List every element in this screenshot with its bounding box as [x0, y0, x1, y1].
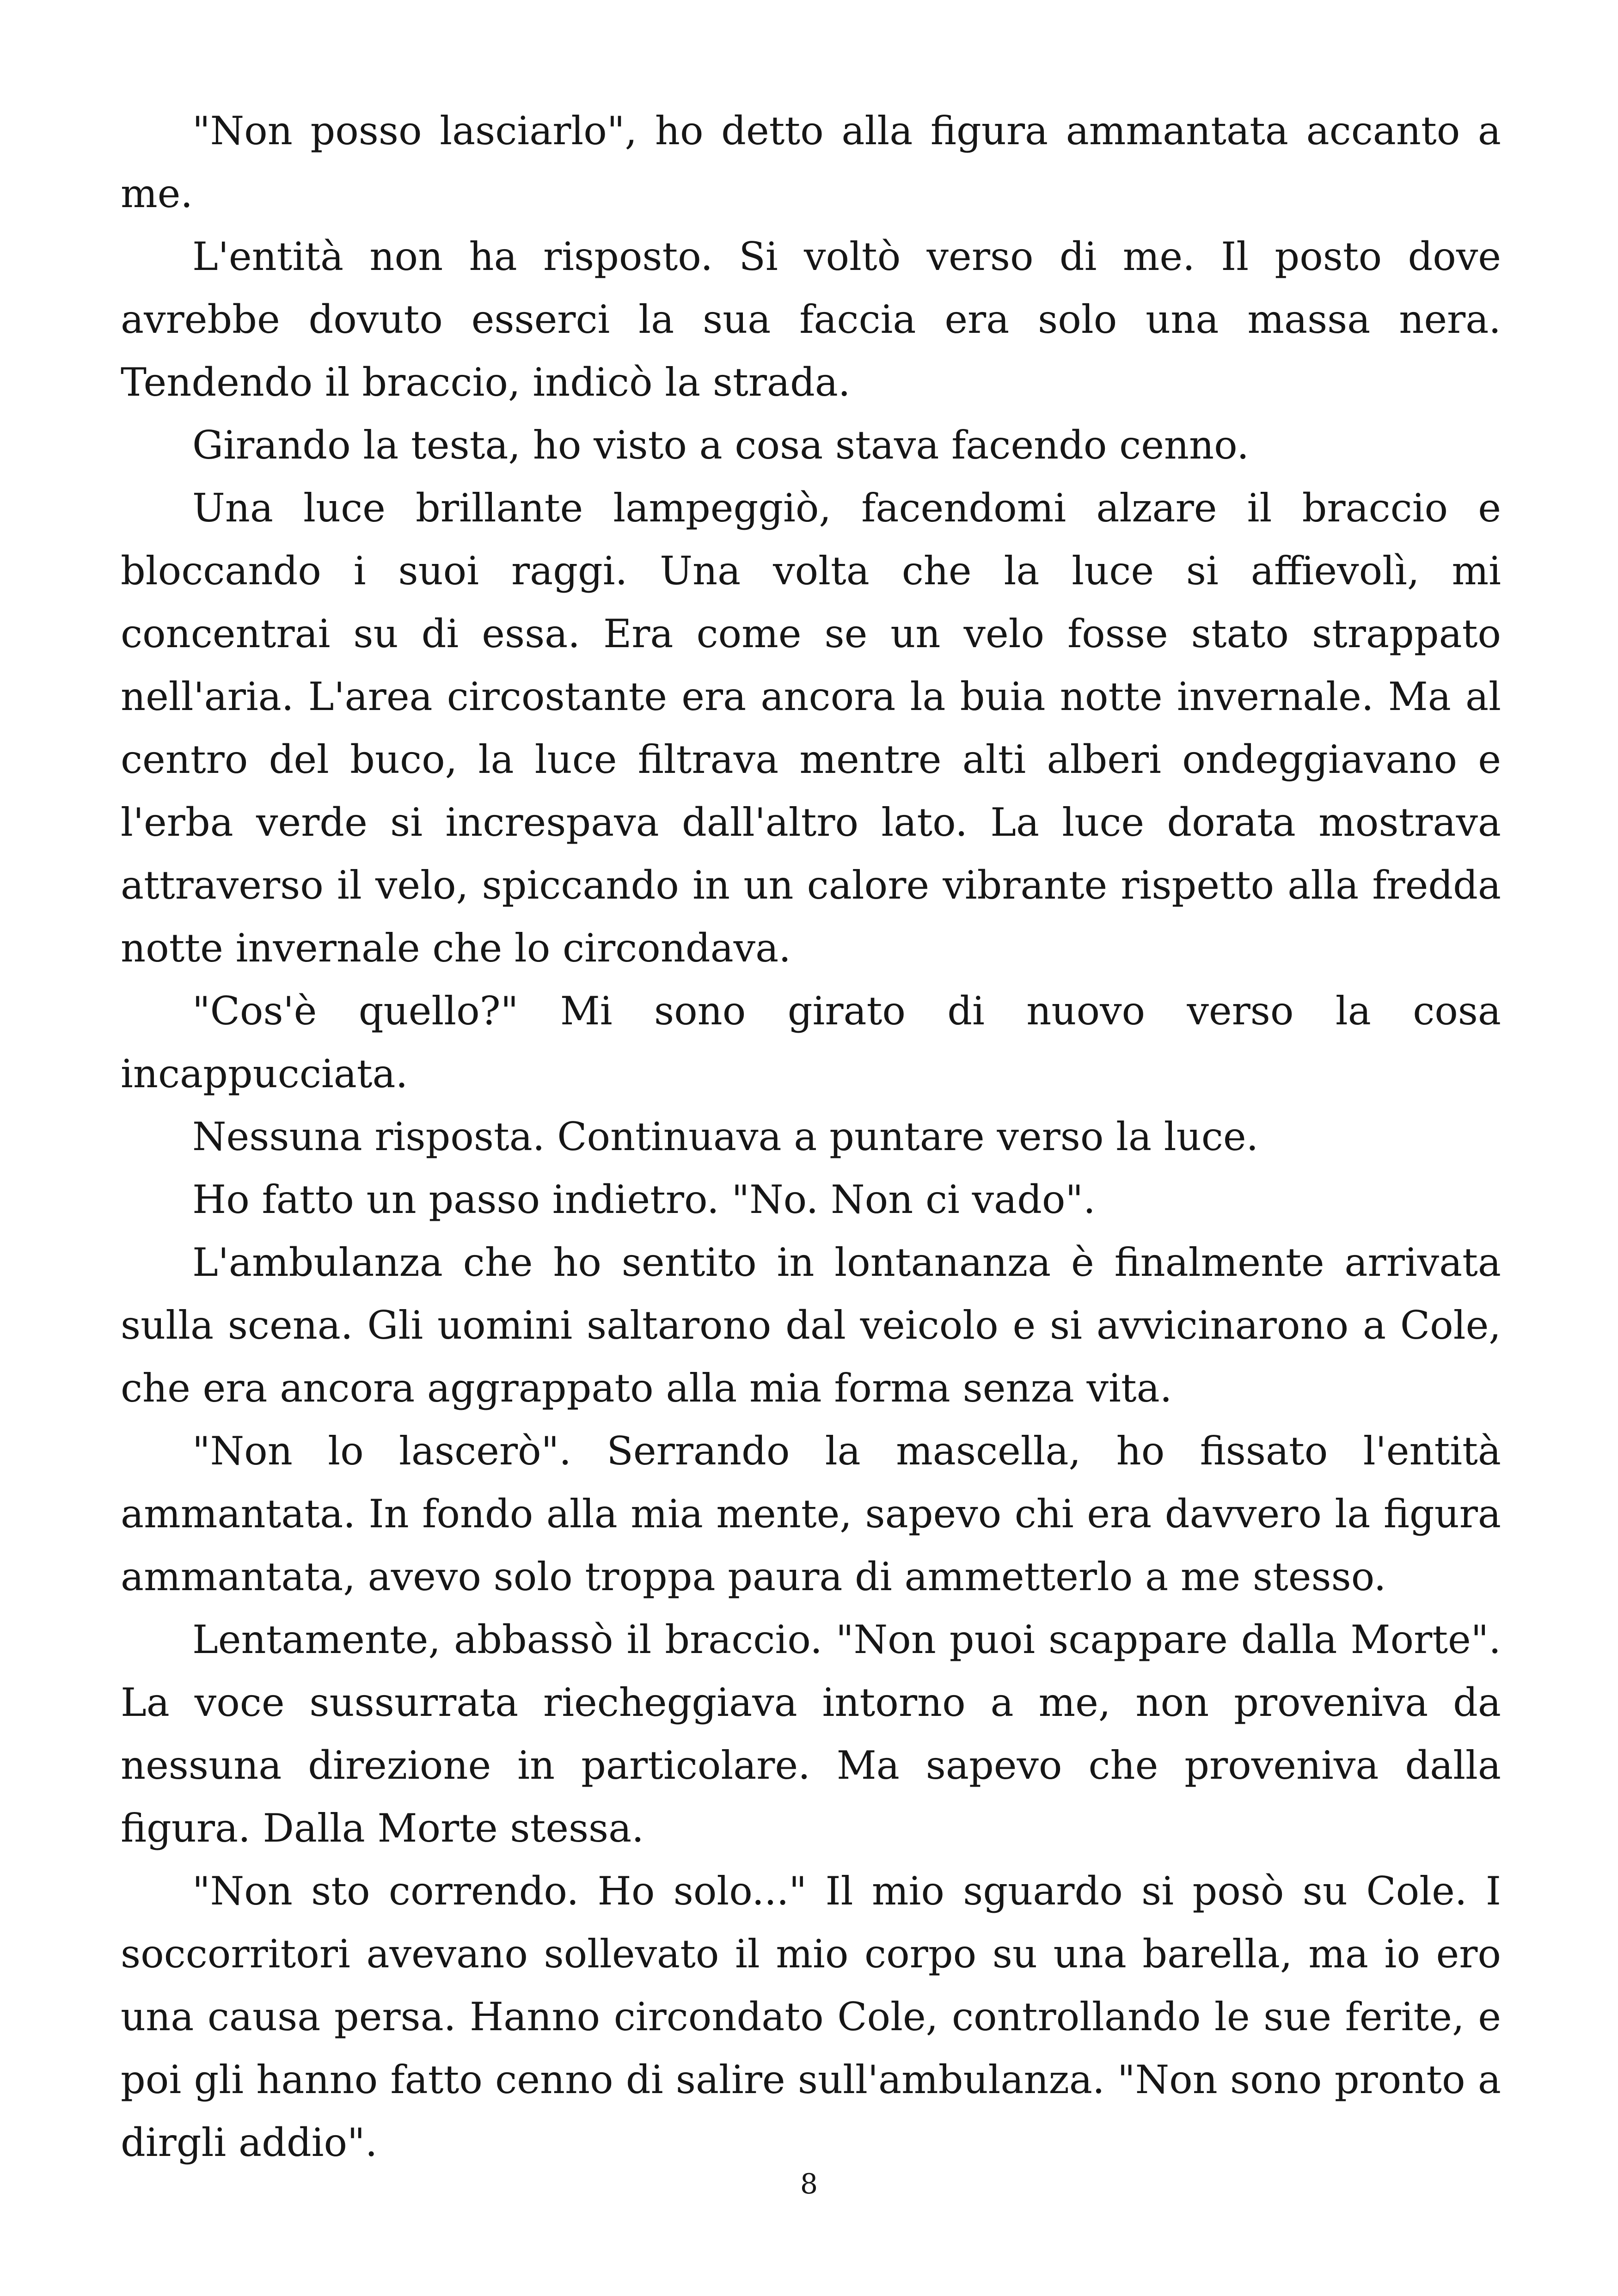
paragraph: L'ambulanza che ho sentito in lontananza è finalmente arrivata sulla scena. Gli uomini saltarono dal veicolo e si avvicinarono a Cole, che era ancora aggrappato alla mia forma senza vita.: [121, 1240, 1501, 1411]
paragraph: Nessuna risposta. Continuava a puntare verso la luce.: [192, 1114, 1259, 1159]
page-number: 8: [800, 2168, 818, 2200]
paragraph: "Cos'è quello?" Mi sono girato di nuovo verso la cosa incappucciata.: [121, 988, 1501, 1096]
paragraph: Lentamente, abbassò il braccio. "Non puoi scappare dalla Morte". La voce sussurrata riecheggiava intorno a me, non proveniva da nessuna direzione in particolare. Ma sapevo che proveniva dalla figura. Dalla Morte stessa.: [121, 1617, 1501, 1851]
paragraph: Ho fatto un passo indietro. "No. Non ci vado".: [192, 1177, 1096, 1222]
paragraph: Una luce brillante lampeggiò, facendomi alzare il braccio e bloccando i suoi raggi. Una volta che la luce si affievolì, mi concentrai su di essa. Era come se un velo fosse stato strappato nell'aria. L'area circostante era ancora la buia notte invernale. Ma al centro del buco, la luce filtrava mentre alti alberi ondeggiavano e l'erba verde si increspava dall'altro lato. La luce dorata mostrava attraverso il velo, spiccando in un calore vibrante rispetto alla fredda notte invernale che lo circondava.: [121, 485, 1501, 971]
paragraph: "Non sto correndo. Ho solo..." Il mio sguardo si posò su Cole. I soccorritori avevano sollevato il mio corpo su una barella, ma io ero una causa persa. Hanno circondato Cole, controllando le sue ferite, e poi gli hanno fatto cenno di salire sull'ambulanza. "Non sono pronto a dirgli addio".: [121, 1868, 1501, 2165]
paragraph: "Non lo lascerò". Serrando la mascella, ho fissato l'entità ammantata. In fondo alla mia mente, sapevo chi era davvero la figura ammantata, avevo solo troppa paura di ammetterlo a me stesso.: [121, 1428, 1501, 1599]
paragraph: Girando la testa, ho visto a cosa stava facendo cenno.: [192, 422, 1249, 468]
paragraph: L'entità non ha risposto. Si voltò verso di me. Il posto dove avrebbe dovuto esserci la sua faccia era solo una massa nera. Tendendo il braccio, indicò la strada.: [121, 234, 1501, 405]
paragraph: "Non posso lasciarlo", ho detto alla figura ammantata accanto a me.: [121, 108, 1501, 216]
page-body: [121, 99, 1501, 2174]
